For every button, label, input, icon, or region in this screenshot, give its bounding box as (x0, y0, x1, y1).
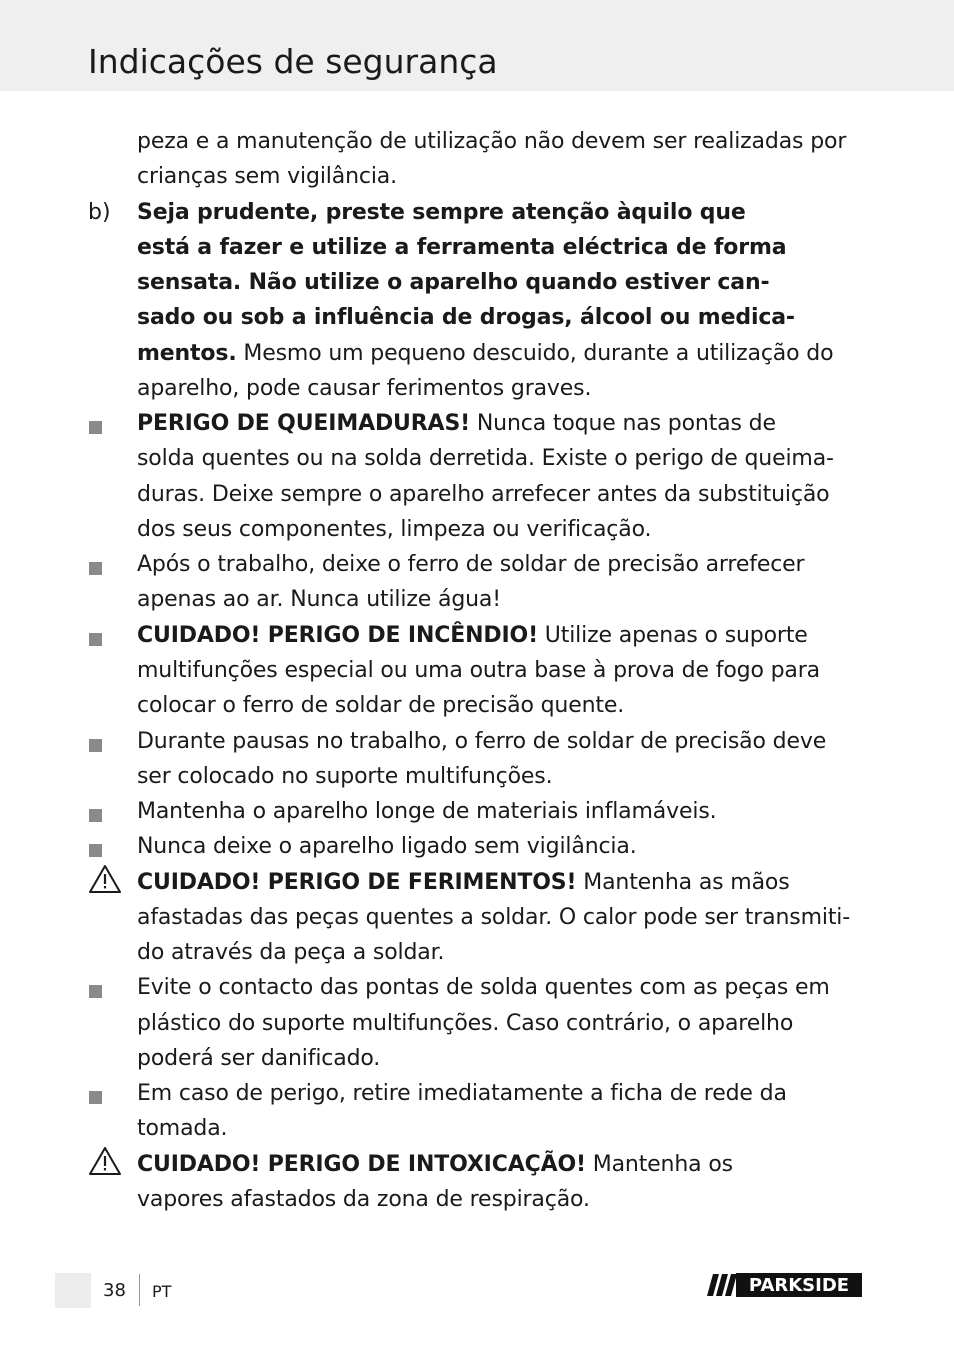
warning-triangle-icon (88, 864, 122, 894)
bold-text: CUIDADO! PERIGO DE INCÊNDIO! (137, 623, 538, 648)
warning-triangle-icon (88, 1146, 122, 1176)
text-line: peza e a manutenção de utilização não devem ser realizadas por (137, 129, 847, 154)
text-line (137, 336, 833, 371)
text-line: multifunções especial ou uma outra base à prova de fogo para (137, 658, 820, 683)
bold-text: mentos. (137, 341, 237, 366)
language-code: PT (152, 1282, 172, 1301)
text-line (137, 230, 786, 265)
text-line: Evite o contacto das pontas de solda quentes com as peças em (137, 975, 830, 1000)
text-line: tomada. (137, 1116, 228, 1141)
text-line: Em caso de perigo, retire imediatamente a ficha de rede da (137, 1081, 787, 1106)
bold-text: está a fazer e utilize a ferramenta eléctrica de forma (137, 235, 787, 260)
page-number: 38 (103, 1280, 126, 1301)
text-line (137, 300, 795, 335)
text-line: solda quentes ou na solda derretida. Existe o perigo de queima- (137, 446, 834, 471)
square-bullet-icon (89, 809, 102, 822)
text-line: plástico do suporte multifunções. Caso contrário, o aparelho (137, 1011, 794, 1036)
page-title: Indicações de segurança (88, 42, 498, 81)
text-line (137, 865, 790, 900)
page-header (0, 0, 954, 91)
brand-name: PARKSIDE (748, 1275, 850, 1296)
text-line: Após o trabalho, deixe o ferro de soldar de precisão arrefecer (137, 552, 805, 577)
text-line (137, 195, 746, 230)
list-label-b: b) (88, 200, 111, 225)
text-line: duras. Deixe sempre o aparelho arrefecer antes da substituição (137, 482, 830, 507)
square-bullet-icon (89, 633, 102, 646)
bold-text: CUIDADO! PERIGO DE INTOXICAÇÃO! (137, 1152, 586, 1177)
bold-text: sensata. Não utilize o aparelho quando estiver can- (137, 270, 770, 295)
square-bullet-icon (89, 739, 102, 752)
text-line: dos seus componentes, limpeza ou verificação. (137, 517, 652, 542)
regular-text: Nunca toque nas pontas de (470, 411, 776, 436)
text-line: crianças sem vigilância. (137, 164, 397, 189)
text-line (137, 265, 770, 300)
text-line: apenas ao ar. Nunca utilize água! (137, 587, 501, 612)
regular-text: Mesmo um pequeno descuido, durante a utilização do (236, 341, 834, 366)
bold-text: PERIGO DE QUEIMADURAS! (137, 411, 471, 436)
text-line: ser colocado no suporte multifunções. (137, 764, 553, 789)
text-line: aparelho, pode causar ferimentos graves. (137, 376, 592, 401)
bold-text: sado ou sob a influência de drogas, álcool ou medica- (137, 305, 795, 330)
regular-text: Utilize apenas o suporte (537, 623, 808, 648)
bold-text: Seja prudente, preste sempre atenção àquilo que (137, 200, 746, 225)
text-line: colocar o ferro de soldar de precisão quente. (137, 693, 625, 718)
square-bullet-icon (89, 985, 102, 998)
text-line: poderá ser danificado. (137, 1046, 381, 1071)
bold-text: CUIDADO! PERIGO DE FERIMENTOS! (137, 870, 577, 895)
regular-text: Mantenha as mãos (576, 870, 790, 895)
text-line: do através da peça a soldar. (137, 940, 445, 965)
square-bullet-icon (89, 421, 102, 434)
text-line: Nunca deixe o aparelho ligado sem vigilância. (137, 834, 637, 859)
text-line (137, 1147, 733, 1182)
text-line: Mantenha o aparelho longe de materiais inflamáveis. (137, 799, 717, 824)
square-bullet-icon (89, 1091, 102, 1104)
footer-divider (139, 1274, 140, 1306)
square-bullet-icon (89, 844, 102, 857)
parkside-logo (703, 1272, 863, 1298)
square-bullet-icon (89, 562, 102, 575)
text-line (137, 618, 808, 653)
footer-box (55, 1273, 91, 1308)
text-line (137, 406, 776, 441)
text-line: afastadas das peças quentes a soldar. O calor pode ser transmiti- (137, 905, 851, 930)
regular-text: Mantenha os (585, 1152, 733, 1177)
text-line: vapores afastados da zona de respiração. (137, 1187, 590, 1212)
text-line: Durante pausas no trabalho, o ferro de soldar de precisão deve (137, 729, 827, 754)
